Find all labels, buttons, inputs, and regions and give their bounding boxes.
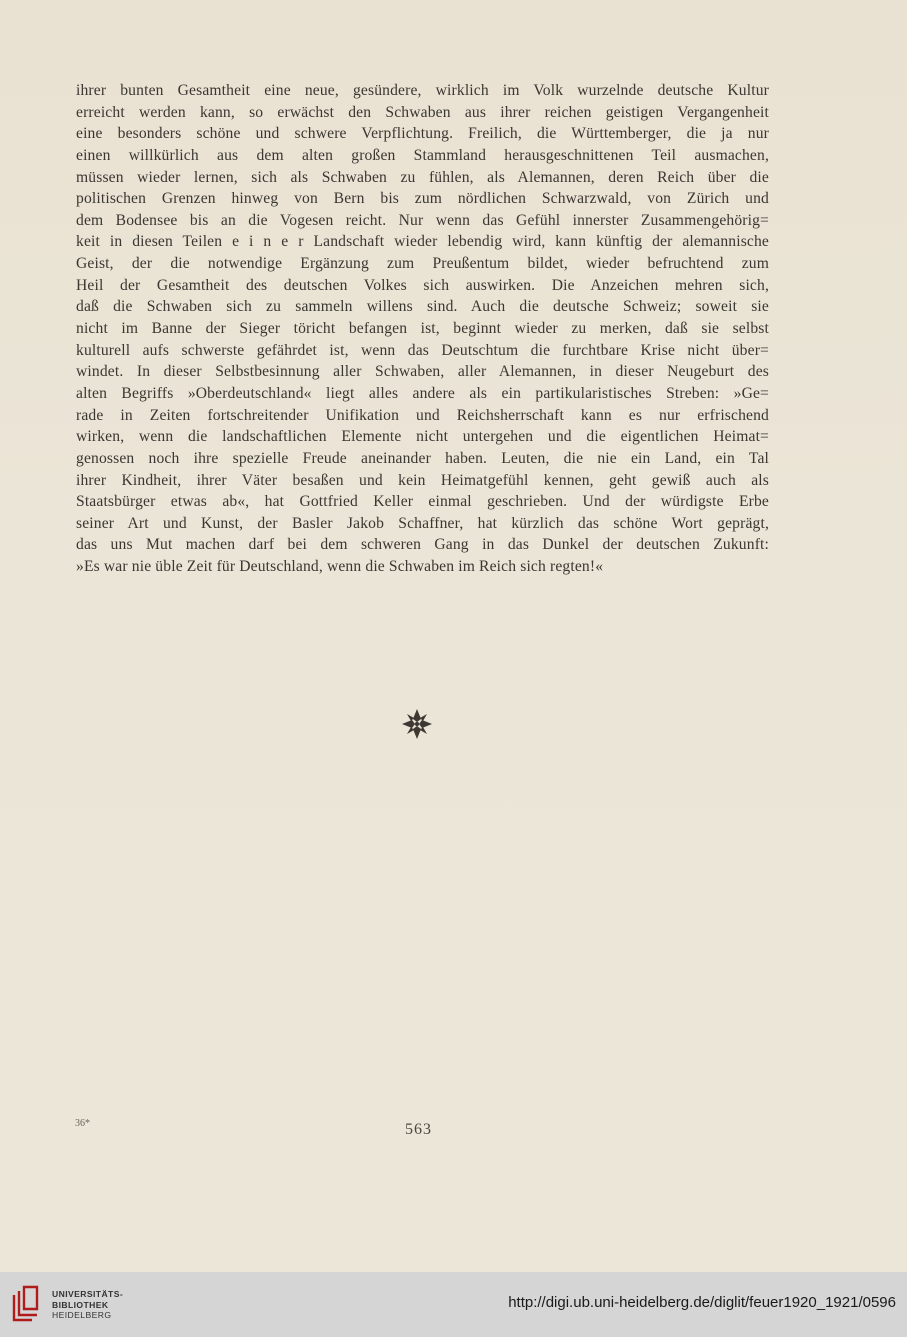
- library-name[interactable]: [52, 1289, 123, 1321]
- permalink-url[interactable]: http://digi.ub.uni-heidelberg.de/diglit/feuer1920_1921/0596: [508, 1294, 896, 1311]
- footer-bar: [0, 1272, 907, 1337]
- library-logo-icon[interactable]: [10, 1285, 40, 1323]
- text-line: rade in Zeiten fortschreitender Unifikation und Reichsherrschaft kann es nur erfrischend: [76, 406, 769, 424]
- text-line: keit in diesen Teilen e i n e r Landschaft wieder lebendig wird, kann künftig der alemannische: [76, 233, 769, 251]
- text-line: erreicht werden kann, so erwächst den Schwaben aus ihrer reichen geistigen Vergangenheit: [76, 103, 769, 121]
- text-line: müssen wieder lernen, sich als Schwaben zu fühlen, als Alemannen, deren Reich über die: [76, 168, 769, 186]
- text-line: »Es war nie üble Zeit für Deutschland, wenn die Schwaben im Reich sich regten!«: [76, 558, 604, 576]
- text-line: seiner Art und Kunst, der Basler Jakob Schaffner, hat kürzlich das schöne Wort geprägt,: [76, 514, 769, 532]
- library-city: HEIDELBERG: [52, 1310, 112, 1320]
- library-name-line1: UNIVERSITÄTS-: [52, 1289, 124, 1299]
- text-line: eine besonders schöne und schwere Verpflichtung. Freilich, die Württemberger, die ja nur: [76, 125, 769, 143]
- text-line: ihrer Kindheit, ihrer Väter besaßen und kein Heimatgefühl kennen, geht gewiß auch als: [76, 471, 769, 489]
- text-line: das uns Mut machen darf bei dem schweren Gang in das Dunkel der deutschen Zukunft:: [76, 536, 769, 554]
- body-text: [76, 80, 769, 578]
- library-name-line2: BIBLIOTHEK: [52, 1299, 109, 1310]
- text-line: genossen noch ihre spezielle Freude aneinander haben. Leuten, die nie ein Land, ein Tal: [76, 449, 769, 467]
- text-line: dem Bodensee bis an die Vogesen reicht. Nur wenn das Gefühl innerster Zusammengehörig=: [76, 211, 769, 229]
- text-line: windet. In dieser Selbstbesinnung aller Schwaben, aller Alemannen, in dieser Neugeburt des: [76, 363, 769, 381]
- text-line: daß die Schwaben sich zu sammeln willens sind. Auch die deutsche Schweiz; soweit sie: [76, 298, 769, 316]
- signature-mark: 36*: [75, 1118, 90, 1129]
- text-line: Heil der Gesamtheit des deutschen Volkes sich auswirken. Die Anzeichen mehren sich,: [76, 276, 769, 294]
- text-line: alten Begriffs »Oberdeutschland« liegt alles andere als ein partikularistisches Streben: »Ge=: [76, 384, 769, 402]
- text-line: einen willkürlich aus dem alten großen Stammland herausgeschnittenen Teil ausmachen,: [76, 146, 769, 164]
- text-line: wirken, wenn die landschaftlichen Elemente nicht untergehen und die eigentlichen Heimat=: [76, 428, 769, 446]
- text-line: Geist, der die notwendige Ergänzung zum Preußentum bildet, wieder befruchtend zum: [76, 255, 769, 273]
- ornament-icon: [401, 708, 433, 740]
- text-line: Staatsbürger etwas ab«, hat Gottfried Keller einmal geschrieben. Und der würdigste Erbe: [76, 493, 769, 511]
- text-line: politischen Grenzen hinweg von Bern bis zum nördlichen Schwarzwald, von Zürich und: [76, 190, 769, 208]
- text-line: kulturell aufs schwerste gefährdet ist, wenn das Deutschtum die furchtbare Krise nicht über=: [76, 341, 769, 359]
- text-line: nicht im Banne der Sieger töricht befangen ist, beginnt wieder zu merken, daß sie selbst: [76, 320, 769, 338]
- page-number: 563: [405, 1121, 432, 1138]
- text-line: ihrer bunten Gesamtheit eine neue, gesündere, wirklich im Volk wurzelnde deutsche Kultur: [76, 82, 769, 99]
